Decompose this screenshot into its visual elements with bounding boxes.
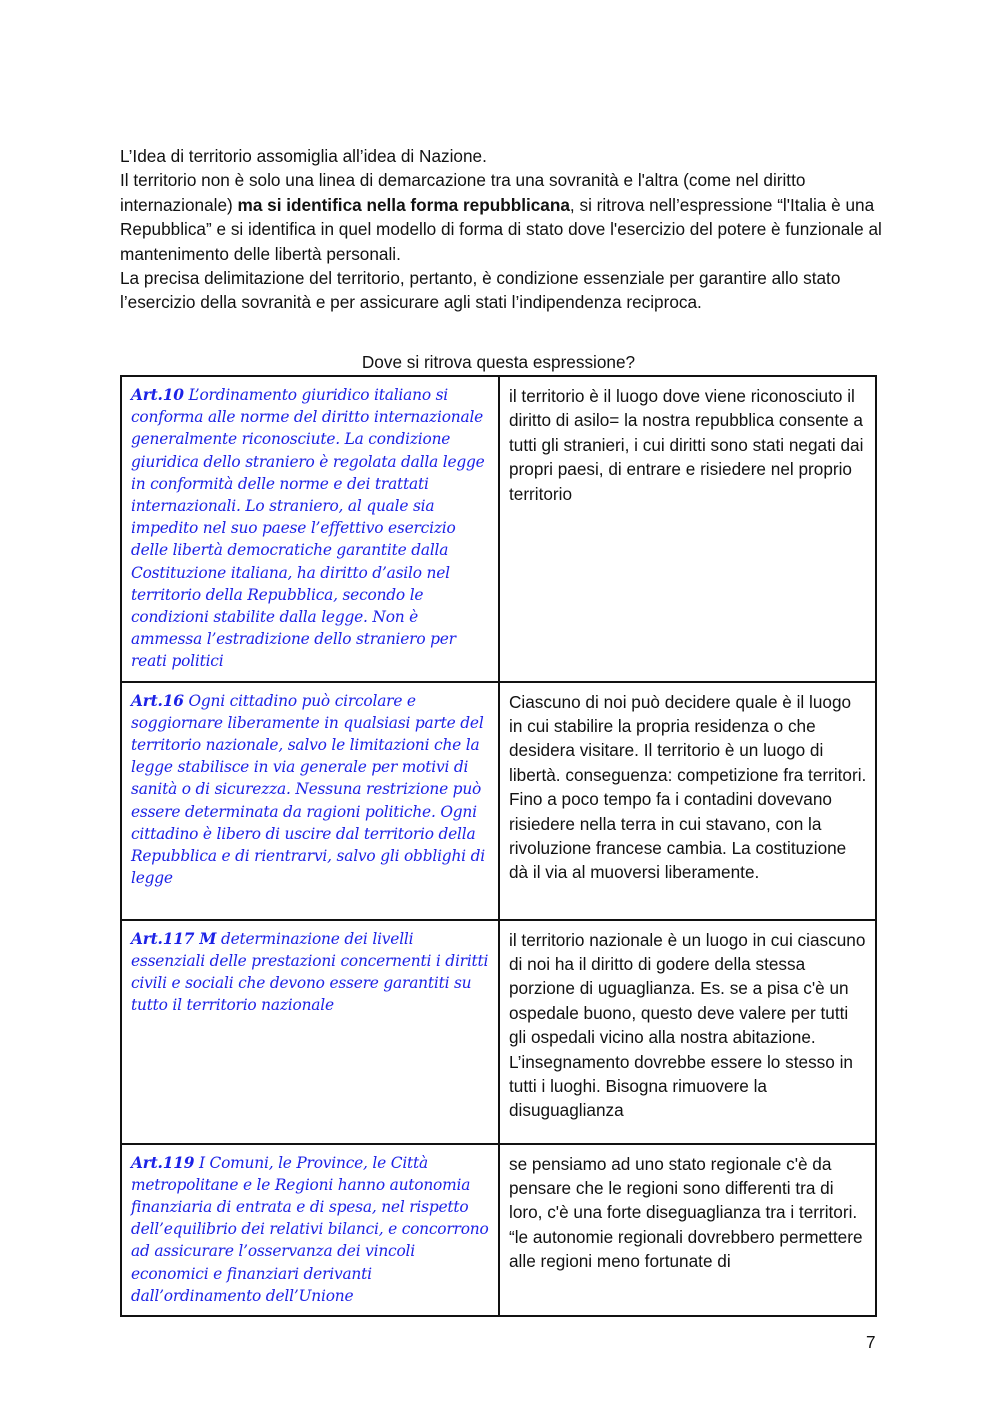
comment-cell [499,376,876,682]
table-row [121,1144,876,1316]
comment-text: se pensiamo ad uno stato regionale c'è da pensare che le regioni sono differenti tra di loro, c'è una forte diseguaglianza tra i territori. [509,1153,858,1223]
table-row [121,376,876,682]
intro-paragraph-3: La precisa delimitazione del territorio, pertanto, è condizione essenziale per garantire allo stato l’esercizio della sovranità e per assicurare agli stati l’indipendenza reciproca. [120,268,841,313]
intro-p2-end: , si ritrova nell’espressione “l'Italia è una Repubblica” e si identifica in quel modello di forma di stato dove l'esercizio del potere è funzionale al mantenimento delle libertà personali. [120,194,882,264]
article-cell [121,376,499,682]
comment-cell [499,682,876,920]
article-cell [121,682,499,920]
comment-cell [499,1144,876,1316]
article-text: determinazione dei livelli essenziali delle prestazioni concernenti i diritti civili e sociali che devono essere garantiti su tutto il territorio nazionale [131,929,489,1015]
intro-paragraph-2 [120,168,890,266]
article-number: Art.117 M [131,929,217,948]
comment-text: il territorio è il luogo dove viene riconosciuto il diritto di asilo= la nostra repubblica consente a tutti gli stranieri, i cui diritti sono stati negati dai propri paesi, di entrare e risiedere nel proprio territorio [509,386,864,504]
comment-cell [499,920,876,1144]
intro-p2-start: Il territorio non è solo una linea di demarcazione tra una sovranità e l'altra (come nel diritto internazionale) [120,170,806,215]
intro-text [120,144,890,315]
comment-text: Ciascuno di noi può decidere quale è il luogo in cui stabilire la propria residenza o che desidera visitare. Il territorio è un luogo di libertà. conseguenza: competizione fra territori. Fino a poco tempo fa i contadini dovevano risiedere nella terra in cui stavano, con la rivoluzione francese cambia. La costituzione dà il via al muoversi liberamente. [509,691,867,883]
table-row [121,920,876,1144]
article-number: Art.10 [131,386,184,404]
articles-table [120,375,877,1317]
comment-text: il territorio nazionale è un luogo in cui ciascuno di noi ha il diritto di godere della stessa porzione di uguaglianza. Es. se a pisa c'è un ospedale buono, questo deve valere per tutti gli ospedali vicino alla nostra abitazione. L’insegnamento dovrebbe essere lo stesso in tutti i luoghi. Bisogna rimuovere la disuguaglianza [509,929,866,1121]
page-number: 7 [866,1332,876,1352]
table-row [121,682,876,920]
intro-p2-bold: ma si identifica nella forma repubblicana [237,194,570,215]
article-number: Art.16 [131,691,184,710]
comment-text-quote: “le autonomie regionali dovrebbero permettere alle regioni meno fortunate di [509,1226,863,1272]
article-text: L’ordinamento giuridico italiano si conforma alle norme del diritto internazionale generalmente riconosciute. La condizione giuridica dello straniero è regolata dalla legge in conformità delle norme e dei trattati internazionali. Lo straniero, al quale sia impedito nel suo paese l’effettivo esercizio delle libertà democratiche garantite dalla Costituzione italiana, ha diritto d’asilo nel territorio della Repubblica, secondo le condizioni stabilite dalla legge. Non è ammessa l’estradizione dello straniero per reati politici [131,386,485,671]
article-number: Art.119 [131,1153,195,1172]
article-text: I Comuni, le Province, le Città metropolitane e le Regioni hanno autonomia finanziaria di entrata e di spesa, nel rispetto dell’equilibrio dei relativi bilanci, e concorrono ad assicurare l’osservanza dei vincoli economici e finanziari derivanti dall’ordinamento dell’Unione [131,1153,489,1305]
intro-paragraph-1: L’Idea di territorio assomiglia all’idea di Nazione. [120,146,487,166]
article-text: Ogni cittadino può circolare e soggiornare liberamente in qualsiasi parte del territorio nazionale, salvo le limitazioni che la legge stabilisce in via generale per motivi di sanità o di sicurezza. Nessuna restrizione può essere determinata da ragioni politiche. Ogni cittadino è libero di uscire dal territorio della Repubblica e di rientrarvi, salvo gli obblighi di legge [131,691,485,888]
article-cell [121,920,499,1144]
article-cell [121,1144,499,1316]
table-caption: Dove si ritrova questa espressione? [361,352,636,372]
